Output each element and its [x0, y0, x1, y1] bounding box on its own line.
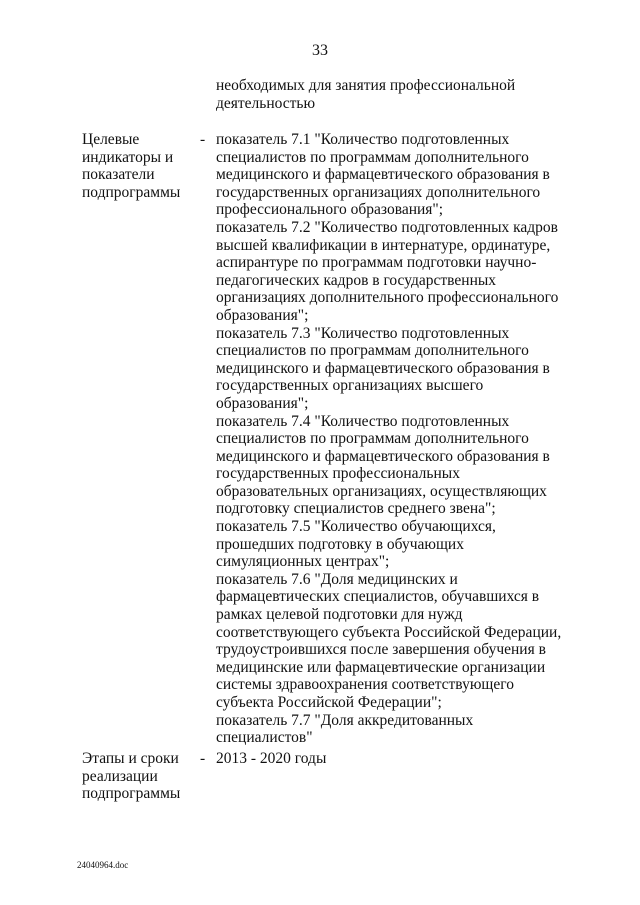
- text-line: специалистов по программам дополнительного: [216, 148, 529, 166]
- text-line: подпрограммы: [82, 785, 181, 803]
- text-line: государственных организациях дополнительного: [216, 183, 541, 201]
- text-line: специалистов по программам дополнительного: [216, 342, 529, 360]
- text-line: организациях дополнительного профессионального: [216, 289, 559, 307]
- text-line: реализации: [82, 767, 158, 785]
- text-line: показатели: [82, 166, 155, 184]
- text-line: образования";: [216, 394, 309, 412]
- text-line: показатель 7.2 "Количество подготовленных кадров: [216, 218, 558, 236]
- text-line: показатель 7.6 "Доля медицинских и: [216, 570, 458, 588]
- text-line: фармацевтических специалистов, обучавшихся в: [216, 588, 540, 606]
- text-line: Этапы и сроки: [82, 750, 179, 767]
- intro-text: [216, 77, 576, 112]
- text-line: образовательных организациях, осуществляющих: [216, 482, 547, 500]
- row-content-stages: [216, 750, 586, 768]
- text-line: показатель 7.4 "Количество подготовленных: [216, 412, 510, 430]
- text-line: Целевые: [82, 131, 140, 148]
- text-line: показатель 7.7 "Доля аккредитованных: [216, 711, 474, 729]
- text-line: медицинского и фармацевтического образования в: [216, 166, 550, 184]
- row-label-stages: [82, 750, 197, 803]
- text-line: симуляционных центрах";: [216, 553, 390, 571]
- text-line: показатель 7.1 "Количество подготовленных: [216, 131, 510, 148]
- text-line: деятельностью: [216, 94, 316, 112]
- text-line: показатель 7.5 "Количество обучающихся,: [216, 518, 496, 536]
- text-line: субъекта Российской Федерации";: [216, 694, 442, 711]
- text-line: 2013 - 2020 годы: [216, 750, 327, 767]
- text-line: системы здравоохранения соответствующего: [216, 676, 514, 694]
- text-line: медицинского и фармацевтического образования в: [216, 447, 550, 465]
- text-line: специалистов по программам дополнительного: [216, 430, 529, 448]
- text-line: соответствующего субъекта Российской Федерации,: [216, 623, 562, 641]
- text-line: профессионального образования";: [216, 201, 444, 219]
- text-line: трудоустроившихся после завершения обучения в: [216, 641, 546, 659]
- row-dash: -: [200, 750, 206, 767]
- text-line: педагогических кадров в государственных: [216, 271, 497, 289]
- text-line: подпрограммы: [82, 183, 181, 201]
- text-line: показатель 7.3 "Количество подготовленных: [216, 324, 510, 342]
- text-line: государственных профессиональных: [216, 465, 460, 483]
- text-line: индикаторы и: [82, 148, 174, 166]
- text-line: подготовку специалистов среднего звена";: [216, 500, 496, 518]
- page-number: 33: [312, 42, 328, 59]
- text-line: государственных организациях высшего: [216, 377, 484, 395]
- text-line: высшей квалификации в интернатуре, ординатуре,: [216, 236, 551, 254]
- text-line: аспирантуре по программам подготовки научно-: [216, 254, 537, 272]
- text-line: специалистов": [216, 729, 313, 747]
- text-line: образования";: [216, 306, 309, 324]
- row-label-indicators: [82, 131, 197, 201]
- text-line: медицинские или фармацевтические организации: [216, 658, 546, 676]
- row-content-indicators: [216, 131, 586, 747]
- text-line: медицинского и фармацевтического образования в: [216, 359, 550, 377]
- row-dash: -: [200, 131, 206, 148]
- footer-filename: 24040964.doc: [77, 860, 129, 870]
- text-line: необходимых для занятия профессиональной: [216, 77, 516, 94]
- text-line: рамках целевой подготовки для нужд: [216, 606, 463, 624]
- text-line: прошедших подготовку в обучающих: [216, 535, 464, 553]
